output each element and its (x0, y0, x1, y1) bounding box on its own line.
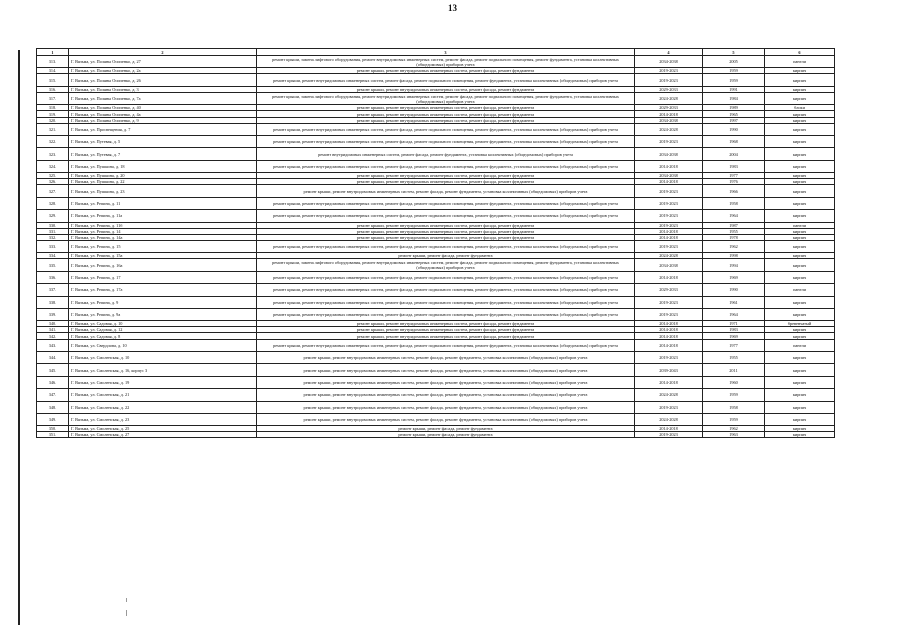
wall-material-cell: кирпич (765, 234, 835, 240)
row-number-cell: 331. (37, 228, 69, 234)
address-cell: Г. Вязьма, ул. Смоленская, д. 27 (69, 432, 257, 438)
works-cell: ремонт крыши, ремонт внутридомовых инженерных систем, ремонт фасада, ремонт фундамента, установка коллективных (общедомовых) приборов учета (257, 389, 635, 401)
works-cell: ремонт крыши, ремонт внутридомовых инженерных систем, ремонт фасада, ремонт фундамента, установка коллективных (общедомовых) приборов учета (257, 351, 635, 363)
build-year-cell: 1969 (703, 333, 765, 339)
address-cell: Г. Вязьма, ул. Пушкина, д. 20 (69, 173, 257, 179)
address-cell: Г. Вязьма, ул. Поляны Осипенко, д. 4а (69, 111, 257, 117)
row-number-cell: 347. (37, 389, 69, 401)
table-row (37, 240, 835, 252)
works-cell: ремонт крыши, ремонт внутридомовых инженерных систем, ремонт фасада, ремонт подвального помещения, ремонт фундамента, установка коллективных (общедомовых) приборов учета (257, 271, 635, 283)
wall-material-cell: кирпич (765, 185, 835, 197)
table-row (37, 123, 835, 135)
column-number: 4 (635, 49, 703, 56)
wall-material-cell: кирпич (765, 259, 835, 271)
build-year-cell: 1990 (703, 123, 765, 135)
scan-mark (126, 610, 127, 616)
build-year-cell: 1959 (703, 74, 765, 86)
wall-material-cell: кирпич (765, 432, 835, 438)
wall-material-cell: кирпич (765, 240, 835, 252)
works-cell: ремонт крыши, ремонт фасада, ремонт фундамента (257, 426, 635, 432)
works-cell: ремонт крыши, ремонт внутридомовых инженерных систем, ремонт фасада, ремонт фундамента (257, 321, 635, 327)
address-cell: Г. Вязьма, ул. Смоленская, д. 19 (69, 376, 257, 388)
period-cell: 2039-2043 (635, 364, 703, 376)
wall-material-cell: кирпич (765, 401, 835, 413)
table-row (37, 148, 835, 160)
wall-material-cell: блоки (765, 105, 835, 111)
row-number-cell: 329. (37, 210, 69, 222)
row-number-cell: 318. (37, 105, 69, 111)
row-number-cell: 319. (37, 111, 69, 117)
build-year-cell: 1966 (703, 185, 765, 197)
address-cell: Г. Вязьма, ул. Смоленская, д. 22 (69, 401, 257, 413)
row-number-cell: 345. (37, 364, 69, 376)
row-number-cell: 326. (37, 179, 69, 185)
table-row (37, 339, 835, 351)
period-cell: 2019-2023 (635, 210, 703, 222)
column-number: 2 (69, 49, 257, 56)
wall-material-cell: кирпич (765, 173, 835, 179)
period-cell: 2024-2028 (635, 253, 703, 259)
period-cell: 2029-2033 (635, 105, 703, 111)
period-cell: 2019-2023 (635, 185, 703, 197)
build-year-cell: 1994 (703, 259, 765, 271)
row-number-cell: 335. (37, 259, 69, 271)
build-year-cell: 1962 (703, 426, 765, 432)
period-cell: 2014-2018 (635, 271, 703, 283)
row-number-cell: 317. (37, 92, 69, 104)
works-cell: ремонт крыши, ремонт внутридомовых инженерных систем, ремонт фасада, ремонт подвального помещения, ремонт фундамента, установка коллективных (общедомовых) приборов учета (257, 136, 635, 148)
row-number-cell: 315. (37, 74, 69, 86)
build-year-cell: 1983 (703, 160, 765, 172)
period-cell: 2024-2028 (635, 92, 703, 104)
address-cell: Г. Вязьма, ул. Поляны Осипенко, д. 2а (69, 68, 257, 74)
works-cell: ремонт крыши, ремонт внутридомовых инженерных систем, ремонт фасада, ремонт подвального помещения, ремонт фундамента, установка коллективных (общедомовых) приборов учета (257, 240, 635, 252)
works-cell: ремонт внутридомовых инженерных систем, ремонт фасада, ремонт фундамента, установка коллективных (общедомовых) приборов учета (257, 148, 635, 160)
build-year-cell: 1963 (703, 432, 765, 438)
build-year-cell: 2004 (703, 148, 765, 160)
wall-material-cell: кирпич (765, 197, 835, 209)
works-cell: ремонт крыши, ремонт внутридомовых инженерных систем, ремонт фасада, ремонт фундамента, установка коллективных (общедомовых) приборов учета (257, 376, 635, 388)
period-cell: 2024-2028 (635, 413, 703, 425)
table-row (37, 296, 835, 308)
period-cell: 2014-2018 (635, 160, 703, 172)
works-cell: ремонт крыши, ремонт внутридомовых инженерных систем, ремонт фасада, ремонт подвального помещения, ремонт фундамента, установка коллективных (общедомовых) приборов учета (257, 123, 635, 135)
address-cell: Г. Вязьма, ул. Репина, д. 15а (69, 253, 257, 259)
address-cell: Г. Вязьма, ул. Репина, д. 11 (69, 197, 257, 209)
period-cell: 2034-2038 (635, 56, 703, 68)
address-cell: Г. Вязьма, ул. Садовая, д. 12 (69, 327, 257, 333)
works-cell: ремонт крыши, ремонт внутридомовых инженерных систем, ремонт фасада, ремонт фундамента, установка коллективных (общедомовых) приборов учета (257, 364, 635, 376)
table-row (37, 413, 835, 425)
build-year-cell: 1968 (703, 136, 765, 148)
wall-material-cell: панели (765, 339, 835, 351)
wall-material-cell: кирпич (765, 376, 835, 388)
works-cell: ремонт крыши, ремонт внутридомовых инженерных систем, ремонт фасада, ремонт фундамента, установка коллективных (общедомовых) приборов учета (257, 401, 635, 413)
works-cell: ремонт крыши, ремонт внутридомовых инженерных систем, ремонт фасада, ремонт фундамента (257, 105, 635, 111)
table-row (37, 136, 835, 148)
period-cell: 2024-2028 (635, 389, 703, 401)
wall-material-cell: кирпич (765, 210, 835, 222)
table-row (37, 259, 835, 271)
address-cell: Г. Вязьма, ул. Смоленская, д. 25 (69, 426, 257, 432)
works-cell: ремонт крыши, ремонт внутридомовых инженерных систем, ремонт фасада, ремонт фундамента (257, 117, 635, 123)
row-number-cell: 348. (37, 401, 69, 413)
works-cell: ремонт крыши, ремонт внутридомовых инженерных систем, ремонт фасада, ремонт фундамента (257, 333, 635, 339)
column-number: 1 (37, 49, 69, 56)
wall-material-cell: панели (765, 284, 835, 296)
table-row (37, 389, 835, 401)
works-cell: ремонт крыши, ремонт внутридомовых инженерных систем, ремонт фасада, ремонт фундамента (257, 228, 635, 234)
works-cell: ремонт крыши, замена лифтового оборудования, ремонт внутридомовых инженерных систем, ремонт фасада, ремонт подвального помещения, ремонт фундамента, установка коллективных (общедомовых) приборов учета (257, 56, 635, 68)
row-number-cell: 323. (37, 148, 69, 160)
period-cell: 2014-2018 (635, 426, 703, 432)
works-cell: ремонт крыши, ремонт внутридомовых инженерных систем, ремонт фасада, ремонт фундамента, установка коллективных (общедомовых) приборов учета (257, 185, 635, 197)
address-cell: Г. Вязьма, ул. Просвещения, д. 7 (69, 123, 257, 135)
works-cell: ремонт крыши, ремонт внутридомовых инженерных систем, ремонт фасада, ремонт фундамента (257, 111, 635, 117)
period-cell: 2014-2018 (635, 376, 703, 388)
row-number-cell: 342. (37, 333, 69, 339)
row-number-cell: 321. (37, 123, 69, 135)
build-year-cell: 1955 (703, 351, 765, 363)
row-number-cell: 337. (37, 284, 69, 296)
wall-material-cell: кирпич (765, 74, 835, 86)
period-cell: 2019-2023 (635, 296, 703, 308)
works-cell: ремонт крыши, ремонт внутридомовых инженерных систем, ремонт фасада, ремонт подвального помещения, ремонт фундамента, установка коллективных (общедомовых) приборов учета (257, 160, 635, 172)
table-row (37, 284, 835, 296)
build-year-cell: 1983 (703, 327, 765, 333)
works-cell: ремонт крыши, ремонт внутридомовых инженерных систем, ремонт фасада, ремонт подвального помещения, ремонт фундамента, установка коллективных (общедомовых) приборов учета (257, 74, 635, 86)
address-cell: Г. Вязьма, ул. Садовая, д. 8 (69, 333, 257, 339)
table-row (37, 364, 835, 376)
address-cell: Г. Вязьма, ул. Репина, д. 17 (69, 271, 257, 283)
row-number-cell: 316. (37, 86, 69, 92)
address-cell: Г. Вязьма, ул. Поляны Осипенко, д. 9 (69, 117, 257, 123)
build-year-cell: 1955 (703, 228, 765, 234)
address-cell: Г. Вязьма, ул. Пушкина, д. 22 (69, 179, 257, 185)
build-year-cell: 1987 (703, 222, 765, 228)
address-cell: Г. Вязьма, ул. Смоленская, д. 10 (69, 351, 257, 363)
period-cell: 2029-2033 (635, 284, 703, 296)
wall-material-cell: кирпич (765, 86, 835, 92)
period-cell: 2014-2018 (635, 111, 703, 117)
row-number-cell: 338. (37, 296, 69, 308)
works-cell: ремонт крыши, ремонт внутридомовых инженерных систем, ремонт фасада, ремонт фундамента (257, 68, 635, 74)
table-row (37, 401, 835, 413)
wall-material-cell: кирпич (765, 413, 835, 425)
wall-material-cell: кирпич (765, 308, 835, 320)
wall-material-cell: кирпич (765, 271, 835, 283)
wall-material-cell: кирпич (765, 179, 835, 185)
table-row (37, 185, 835, 197)
wall-material-cell: кирпич (765, 136, 835, 148)
row-number-cell: 340. (37, 321, 69, 327)
build-year-cell: 1978 (703, 234, 765, 240)
build-year-cell: 1959 (703, 413, 765, 425)
build-year-cell: 1984 (703, 92, 765, 104)
works-cell: ремонт крыши, ремонт внутридомовых инженерных систем, ремонт фасада, ремонт подвального помещения, ремонт фундамента, установка коллективных (общедомовых) приборов учета (257, 339, 635, 351)
row-number-cell: 341. (37, 327, 69, 333)
wall-material-cell: кирпич (765, 111, 835, 117)
row-number-cell: 344. (37, 351, 69, 363)
table-row (37, 271, 835, 283)
wall-material-cell: кирпич (765, 253, 835, 259)
wall-material-cell: кирпич (765, 148, 835, 160)
address-cell: Г. Вязьма, ул. Поляны Осипенко, д. 27 (69, 56, 257, 68)
works-cell: ремонт крыши, ремонт внутридомовых инженерных систем, ремонт фасада, ремонт фундамента (257, 173, 635, 179)
works-cell: ремонт крыши, ремонт внутридомовых инженерных систем, ремонт фасада, ремонт фундамента, установка коллективных (общедомовых) приборов учета (257, 413, 635, 425)
period-cell: 2019-2023 (635, 222, 703, 228)
address-cell: Г. Вязьма, ул. Свердлова, д. 10 (69, 339, 257, 351)
row-number-cell: 334. (37, 253, 69, 259)
works-cell: ремонт крыши, ремонт внутридомовых инженерных систем, ремонт фасада, ремонт фундамента (257, 234, 635, 240)
table-row (37, 308, 835, 320)
address-cell: Г. Вязьма, ул. Репина, д. 9а (69, 308, 257, 320)
row-number-cell: 343. (37, 339, 69, 351)
works-cell: ремонт крыши, замена лифтового оборудования, ремонт внутридомовых инженерных систем, ремонт фасада, ремонт подвального помещения, ремонт фундамента, установка коллективных (общедомовых) приборов учета (257, 92, 635, 104)
works-cell: ремонт крыши, ремонт внутридомовых инженерных систем, ремонт фасада, ремонт подвального помещения, ремонт фундамента, установка коллективных (общедомовых) приборов учета (257, 308, 635, 320)
row-number-cell: 351. (37, 432, 69, 438)
build-year-cell: 1971 (703, 321, 765, 327)
period-cell: 2034-2038 (635, 148, 703, 160)
address-cell: Г. Вязьма, ул. Репина, д. 11а (69, 210, 257, 222)
row-number-cell: 327. (37, 185, 69, 197)
works-cell: ремонт крыши, ремонт фасада, ремонт фундамента (257, 253, 635, 259)
period-cell: 2019-2023 (635, 401, 703, 413)
address-cell: Г. Вязьма, ул. Смоленская, д. 23 (69, 413, 257, 425)
address-cell: Г. Вязьма, ул. Путевая, д. 5 (69, 136, 257, 148)
wall-material-cell: кирпич (765, 333, 835, 339)
row-number-cell: 330. (37, 222, 69, 228)
period-cell: 2019-2023 (635, 74, 703, 86)
build-year-cell: 1958 (703, 401, 765, 413)
repair-schedule-table (36, 48, 835, 438)
build-year-cell: 1964 (703, 308, 765, 320)
address-cell: Г. Вязьма, ул. Репина, д. 9 (69, 296, 257, 308)
table-row (37, 376, 835, 388)
row-number-cell: 333. (37, 240, 69, 252)
table-row (37, 74, 835, 86)
build-year-cell: 1959 (703, 68, 765, 74)
wall-material-cell: кирпич (765, 364, 835, 376)
period-cell: 2019-2023 (635, 432, 703, 438)
period-cell: 2014-2018 (635, 228, 703, 234)
build-year-cell: 1989 (703, 105, 765, 111)
row-number-cell: 325. (37, 173, 69, 179)
wall-material-cell: кирпич (765, 327, 835, 333)
address-cell: Г. Вязьма, ул. Смоленская, д. 16, корпус 3 (69, 364, 257, 376)
address-cell: Г. Вязьма, ул. Репина, д. 14 (69, 228, 257, 234)
period-cell: 2019-2023 (635, 351, 703, 363)
table-row (37, 56, 835, 68)
build-year-cell: 1961 (703, 296, 765, 308)
period-cell: 2019-2023 (635, 68, 703, 74)
wall-material-cell: кирпич (765, 389, 835, 401)
build-year-cell: 1960 (703, 376, 765, 388)
build-year-cell: 1991 (703, 86, 765, 92)
build-year-cell: 1997 (703, 117, 765, 123)
build-year-cell: 1959 (703, 389, 765, 401)
row-number-cell: 320. (37, 117, 69, 123)
address-cell: Г. Вязьма, ул. Поляны Осипенко, д. 7а (69, 92, 257, 104)
address-cell: Г. Вязьма, ул. Смоленская, д. 21 (69, 389, 257, 401)
wall-material-cell: кирпич (765, 426, 835, 432)
works-cell: ремонт крыши, замена лифтового оборудования, ремонт внутридомовых инженерных систем, ремонт фасада, ремонт подвального помещения, ремонт фундамента, установка коллективных (общедомовых) приборов учета (257, 259, 635, 271)
column-number: 3 (257, 49, 635, 56)
period-cell: 2014-2018 (635, 179, 703, 185)
build-year-cell: 1977 (703, 339, 765, 351)
build-year-cell: 2011 (703, 364, 765, 376)
period-cell: 2014-2018 (635, 234, 703, 240)
row-number-cell: 339. (37, 308, 69, 320)
row-number-cell: 322. (37, 136, 69, 148)
period-cell: 2014-2018 (635, 321, 703, 327)
row-number-cell: 328. (37, 197, 69, 209)
build-year-cell: 1990 (703, 284, 765, 296)
works-cell: ремонт крыши, ремонт внутридомовых инженерных систем, ремонт фасада, ремонт подвального помещения, ремонт фундамента, установка коллективных (общедомовых) приборов учета (257, 284, 635, 296)
table-row (37, 351, 835, 363)
period-cell: 2034-2038 (635, 259, 703, 271)
address-cell: Г. Вязьма, ул. Путевая, д. 7 (69, 148, 257, 160)
address-cell: Г. Вязьма, ул. Репина, д. 15 (69, 240, 257, 252)
build-year-cell: 1976 (703, 179, 765, 185)
works-cell: ремонт крыши, ремонт фасада, ремонт фундамента (257, 432, 635, 438)
build-year-cell: 1962 (703, 240, 765, 252)
works-cell: ремонт крыши, ремонт внутридомовых инженерных систем, ремонт фасада, ремонт фундамента (257, 327, 635, 333)
table-row (37, 197, 835, 209)
works-cell: ремонт крыши, ремонт внутридомовых инженерных систем, ремонт фасада, ремонт фундамента (257, 179, 635, 185)
period-cell: 2034-2038 (635, 117, 703, 123)
wall-material-cell: панели (765, 222, 835, 228)
address-cell: Г. Вязьма, ул. Репина, д. 11б (69, 222, 257, 228)
build-year-cell: 2005 (703, 56, 765, 68)
wall-material-cell: панели (765, 56, 835, 68)
scan-margin-line (18, 50, 20, 625)
period-cell: 2014-2018 (635, 327, 703, 333)
wall-material-cell: кирпич (765, 160, 835, 172)
build-year-cell: 1977 (703, 173, 765, 179)
row-number-cell: 346. (37, 376, 69, 388)
wall-material-cell: кирпич (765, 351, 835, 363)
address-cell: Г. Вязьма, ул. Пушкина, д. 18 (69, 160, 257, 172)
period-cell: 2024-2028 (635, 123, 703, 135)
period-cell: 2019-2023 (635, 240, 703, 252)
works-cell: ремонт крыши, ремонт внутридомовых инженерных систем, ремонт фасада, ремонт фундамента (257, 222, 635, 228)
wall-material-cell: кирпич (765, 117, 835, 123)
page-number: 13 (448, 3, 457, 13)
period-cell: 2019-2023 (635, 197, 703, 209)
works-cell: ремонт крыши, ремонт внутридомовых инженерных систем, ремонт фасада, ремонт подвального помещения, ремонт фундамента, установка коллективных (общедомовых) приборов учета (257, 197, 635, 209)
period-cell: 2034-2038 (635, 173, 703, 179)
period-cell: 2029-2033 (635, 86, 703, 92)
wall-material-cell: кирпич (765, 296, 835, 308)
row-number-cell: 314. (37, 68, 69, 74)
period-cell: 2014-2018 (635, 339, 703, 351)
row-number-cell: 332. (37, 234, 69, 240)
build-year-cell: 1958 (703, 197, 765, 209)
row-number-cell: 313. (37, 56, 69, 68)
works-cell: ремонт крыши, ремонт внутридомовых инженерных систем, ремонт фасада, ремонт подвального помещения, ремонт фундамента, установка коллективных (общедомовых) приборов учета (257, 296, 635, 308)
wall-material-cell: бревенчатый (765, 321, 835, 327)
address-cell: Г. Вязьма, ул. Репина, д. 17а (69, 284, 257, 296)
build-year-cell: 1969 (703, 271, 765, 283)
period-cell: 2019-2023 (635, 308, 703, 320)
wall-material-cell: кирпич (765, 228, 835, 234)
build-year-cell: 1965 (703, 111, 765, 117)
scan-mark (126, 598, 127, 602)
address-cell: Г. Вязьма, ул. Пушкина, д. 23 (69, 185, 257, 197)
row-number-cell: 350. (37, 426, 69, 432)
column-number: 5 (703, 49, 765, 56)
wall-material-cell: кирпич (765, 123, 835, 135)
table-row (37, 160, 835, 172)
row-number-cell: 336. (37, 271, 69, 283)
period-cell: 2014-2018 (635, 333, 703, 339)
address-cell: Г. Вязьма, ул. Репина, д. 16а (69, 259, 257, 271)
works-cell: ремонт крыши, ремонт внутридомовых инженерных систем, ремонт фасада, ремонт фундамента (257, 86, 635, 92)
period-cell: 2019-2023 (635, 136, 703, 148)
works-cell: ремонт крыши, ремонт внутридомовых инженерных систем, ремонт фасада, ремонт подвального помещения, ремонт фундамента, установка коллективных (общедомовых) приборов учета (257, 210, 635, 222)
address-cell: Г. Вязьма, ул. Поляны Осипенко, д. 3 (69, 86, 257, 92)
address-cell: Г. Вязьма, ул. Поляны Осипенко, д. 26 (69, 74, 257, 86)
build-year-cell: 1998 (703, 253, 765, 259)
table-row (37, 210, 835, 222)
address-cell: Г. Вязьма, ул. Репина, д. 14а (69, 234, 257, 240)
table-row (37, 92, 835, 104)
wall-material-cell: кирпич (765, 92, 835, 104)
address-cell: Г. Вязьма, ул. Поляны Осипенко, д. 40 (69, 105, 257, 111)
column-number-row (37, 49, 835, 56)
column-number: 6 (765, 49, 835, 56)
wall-material-cell: кирпич (765, 68, 835, 74)
address-cell: Г. Вязьма, ул. Садовая, д. 10 (69, 321, 257, 327)
build-year-cell: 1964 (703, 210, 765, 222)
row-number-cell: 324. (37, 160, 69, 172)
row-number-cell: 349. (37, 413, 69, 425)
table-row (37, 432, 835, 438)
